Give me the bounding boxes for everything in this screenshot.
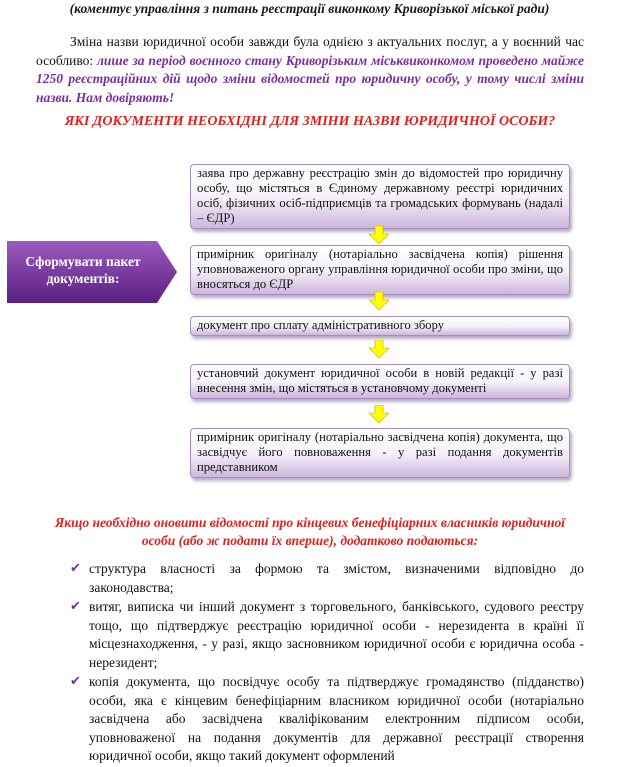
document-item: заява про державну реєстрацію змін до відомостей про юридичну особу, що містяться в Єдиному державному реєстрі юридичних осіб, фізичних осіб-підприємців та громадських формувань (надалі – ЄДР) xyxy=(190,164,570,229)
down-arrow-icon xyxy=(369,226,389,244)
check-mark-icon: ✔ xyxy=(70,599,81,614)
list-item: ✔ витяг, виписка чи інший документ з торговельного, банківського, судового реєстру тощо, що підтверджує реєстрацію юридичної особи - нерезидента в країні її місцезнаходження, - у разі, якщо засновником юридичної особи є юридична особа - нерезидент; xyxy=(70,599,584,670)
down-arrow-icon xyxy=(369,405,389,423)
intro-paragraph xyxy=(36,33,584,107)
intro-lead: Зміна назви юридичної особи завжди була однією з актуальних послуг, а у воєнний час особливо: xyxy=(36,34,584,68)
page-subtitle: (коментує управління з питань реєстрації виконкому Криворізької міської ради) xyxy=(69,1,550,16)
document-item: примірник оригіналу (нотаріально засвідчена копія) документа, що засвідчує його повноваження - у разі подання документів представником xyxy=(190,428,570,478)
document-item: установчий документ юридичної особи в новій редакції - у разі внесення змін, що містяться в установчому документі xyxy=(190,364,570,399)
list-item: ✔ структура власності за формою та змістом, визначеними відповідно до законодавства; xyxy=(70,561,584,595)
beneficiary-documents-list xyxy=(70,560,584,767)
form-package-label: Сформувати пакет документів: xyxy=(25,254,141,286)
document-item: примірник оригіналу (нотаріально засвідчена копія) рішення уповноваженого органу управління юридичної особи про зміни, що вносяться до ЄДР xyxy=(190,245,570,295)
down-arrow-icon xyxy=(369,340,389,358)
down-arrow-icon xyxy=(369,292,389,310)
documents-question-heading: ЯКІ ДОКУМЕНТИ НЕОБХІДНІ ДЛЯ ЗМІНИ НАЗВИ ЮРИДИЧНОЇ ОСОБИ? xyxy=(64,114,556,129)
check-mark-icon: ✔ xyxy=(70,561,81,576)
check-mark-icon: ✔ xyxy=(70,674,81,689)
document-item: документ про сплату адміністративного збору xyxy=(190,316,570,336)
list-item: ✔ копія документа, що посвідчує особу та підтверджує громадянство (підданство) особи, яка є кінцевим бенефіціарним власником юридичної особи (нотаріально засвідчена або засвідчена кваліфікованим електронним підписом особи, уповноваженої на подання документів для державної реєстрації створення юридичної особи, якщо такий документ оформлений xyxy=(70,674,584,763)
intro-highlight: лише за період воєнного стану Криворізьким міськвиконкомом проведено майже 1250 реєстраційних дій щодо зміни відомостей про юридичну особу, у тому числі зміни назви. Нам довіряють! xyxy=(36,52,584,105)
form-package-arrow xyxy=(7,241,179,303)
beneficiary-note: Якщо необхідно оновити відомості про кінцевих бенефіціарних власників юридичної особи (або ж подати їх вперше), додатково подаються: xyxy=(54,515,566,548)
